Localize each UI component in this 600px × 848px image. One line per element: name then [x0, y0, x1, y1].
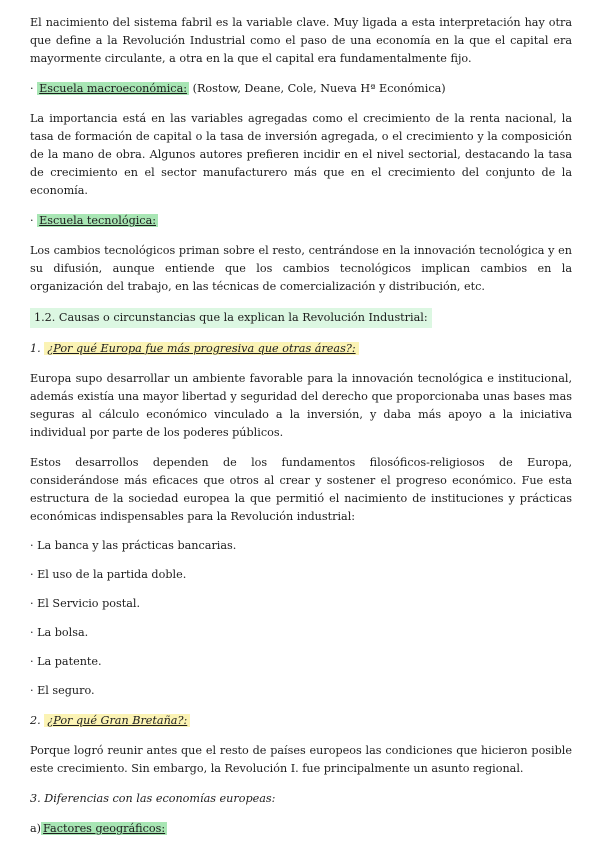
macro-school-authors: (Rostow, Deane, Cole, Nueva Hª Económica): [192, 82, 446, 95]
macro-school-paragraph: La importancia está en las variables agregadas como el crecimiento de la renta nacional, la tasa de formación de capital o la tasa de inversión agregada, o el crecimiento y la composición de la mano de obra. Algunos autores prefieren incidir en el nivel sectorial, destacando la tasa de crecimiento en el sector manufacturero más que en el crecimiento del conjunto de la economía.: [30, 112, 572, 197]
list-item: · El seguro.: [30, 684, 95, 697]
document-page: [30, 14, 572, 838]
question-2-number: 2.: [30, 714, 41, 727]
macro-school-label: Escuela macroeconómica:: [39, 82, 188, 95]
question-1-paragraph-2: Estos desarrollos dependen de los fundamentos filosóficos-religiosos de Europa, considerándose más eficaces que otros al crear y sostener el progreso económico. Fue esta estructura de la sociedad europea la que permitió el nacimiento de instituciones y prácticas económicas indispensables para la Revolución industrial:: [30, 456, 572, 523]
tech-school-paragraph: Los cambios tecnológicos priman sobre el resto, centrándose en la innovación tecnológica y en su difusión, aunque entiende que los cambios tecnológicos implican cambios en la organización del trabajo, en las técnicas de comercialización y distribución, etc.: [30, 244, 572, 293]
question-2-paragraph: Porque logró reunir antes que el resto de países europeos las condiciones que hicieron posible este crecimiento. Sin embargo, la Revolución I. fue principalmente un asunto regional.: [30, 744, 572, 775]
question-2-line: [30, 712, 572, 730]
section-heading-line: [30, 308, 572, 328]
institutions-list: [30, 537, 572, 700]
question-1-paragraph-1: Europa supo desarrollar un ambiente favorable para la innovación tecnológica e institucional, además existía una mayor libertad y seguridad del derecho que proporcionaba unas bases mas seguras al cálculo económico vinculado a la inversión, y daba más apoyo a la iniciativa individual por parte de los poderes públicos.: [30, 372, 572, 439]
list-item: · El uso de la partida doble.: [30, 568, 187, 581]
question-3-title: 3. Diferencias con las economías europeas:: [30, 792, 276, 805]
bullet: ·: [30, 214, 34, 227]
factor-a-prefix: a): [30, 822, 42, 835]
list-item: · El Servicio postal.: [30, 597, 141, 610]
section-heading: 1.2. Causas o circunstancias que la explican la Revolución Industrial:: [30, 308, 432, 328]
list-item: · La banca y las prácticas bancarias.: [30, 539, 237, 552]
question-1-number: 1.: [30, 342, 41, 355]
question-1-title: ¿Por qué Europa fue más progresiva que otras áreas?:: [44, 342, 358, 355]
question-1-line: [30, 340, 572, 358]
list-item: · La bolsa.: [30, 626, 89, 639]
tech-school-label: Escuela tecnológica:: [39, 214, 157, 227]
tech-school-line: [30, 212, 572, 230]
list-item: · La patente.: [30, 655, 102, 668]
bullet: ·: [30, 82, 34, 95]
factor-a-line: [30, 820, 572, 838]
macro-school-line: [30, 80, 572, 98]
question-2-title: ¿Por qué Gran Bretaña?:: [44, 714, 190, 727]
factor-a-label: Factores geográficos:: [43, 822, 166, 835]
intro-paragraph: El nacimiento del sistema fabril es la variable clave. Muy ligada a esta interpretación hay otra que define a la Revolución Industrial como el paso de una economía en la que el capital era mayormente circulante, a otra en la que el capital era fundamentalmente fijo.: [30, 16, 572, 65]
